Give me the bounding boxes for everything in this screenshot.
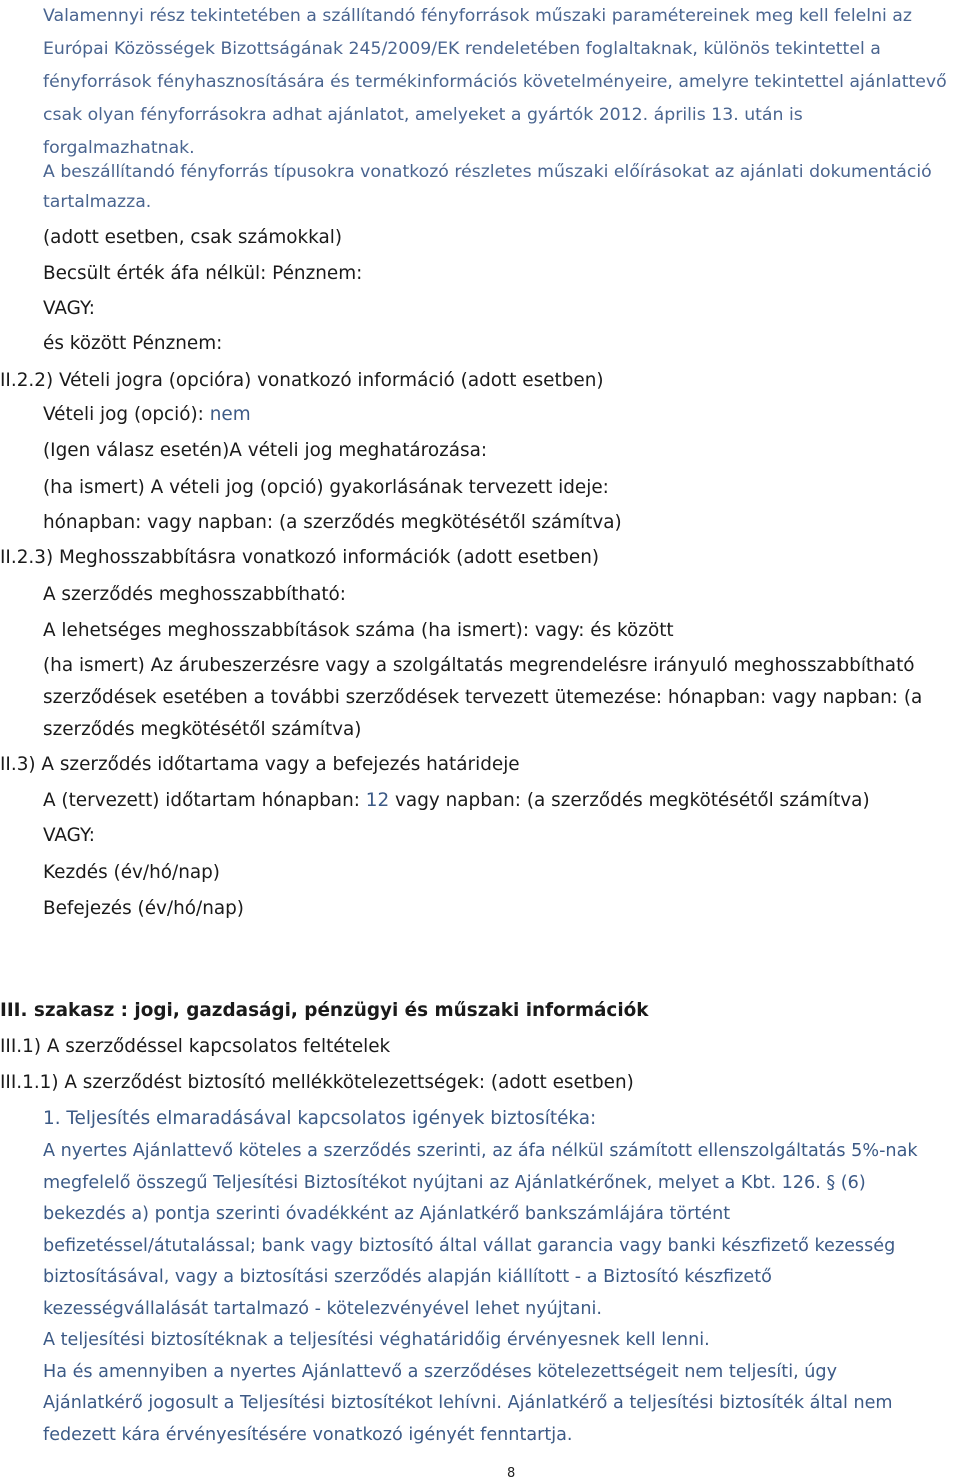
option-value: nem xyxy=(209,404,251,425)
guarantee-line: kezességvállalását tartalmazó - kötelezvényével lehet nyújtani. xyxy=(43,1298,602,1319)
renewal-schedule-line-1: (ha ismert) Az árubeszerzésre vagy a szolgáltatás megrendelésre irányuló meghosszabbítható xyxy=(43,655,915,676)
section3-sub11: III.1.1) A szerződést biztosító mellékkötelezettségek: (adott esetben) xyxy=(0,1072,634,1093)
duration-start: Kezdés (év/hó/nap) xyxy=(43,862,220,883)
section3-title: III. szakasz : jogi, gazdasági, pénzügyi és műszaki információk xyxy=(0,1000,649,1021)
renewal-schedule-line-3: szerződés megkötésétől számítva) xyxy=(43,719,362,740)
guarantee-text xyxy=(43,1136,918,1451)
section3-sub1: III.1) A szerződéssel kapcsolatos feltételek xyxy=(0,1036,391,1057)
intro-paragraph-1: Valamennyi rész tekintetében a szállítandó fényforrások műszaki paramétereinek meg kell felelni az Európai Közösségek Bizottságának 245/2009/EK rendeletében foglaltaknak, különös tekintettel a fényforrások fényhasznosítására és termékinformációs követelményeire, amelyre tekintettel ajánlattevő csak olyan fényforrásokra adhat ajánlatot, amelyeket a gyártók 2012. április 13. után is forgalmazhatnak. xyxy=(43,6,947,158)
duration-or: VAGY: xyxy=(43,825,95,846)
renewal-heading: II.2.3) Meghosszabbításra vonatkozó információk (adott esetben) xyxy=(0,547,600,568)
duration-months-value: 12 xyxy=(365,790,390,811)
duration-planned xyxy=(43,789,870,813)
guarantee-line: biztosításával, vagy a biztosítási szerződés alapján kiállított - a Biztosító készfizető xyxy=(43,1267,772,1287)
guarantee-line: Ajánlatkérő jogosult a Teljesítési biztosítékot lehívni. Ajánlatkérő a teljesítési biztosíték által nem xyxy=(43,1393,893,1413)
renewal-possible-count: A lehetséges meghosszabbítások száma (ha ismert): vagy: és között xyxy=(43,620,674,641)
estimate-between: és között Pénznem: xyxy=(43,333,223,354)
duration-heading: II.3) A szerződés időtartama vagy a befejezés határideje xyxy=(0,754,520,775)
duration-planned-suffix: vagy napban: (a szerződés megkötésétől számítva) xyxy=(395,790,870,811)
guarantee-line: Ha és amennyiben a nyertes Ajánlattevő a szerződéses kötelezettségeit nem teljesíti, úgy xyxy=(43,1361,837,1382)
guarantee-line: befizetéssel/átutalással; bank vagy biztosító által vállat garancia vagy banki készfizető kezesség xyxy=(43,1235,896,1256)
estimate-value-excl-vat: Becsült érték áfa nélkül: Pénznem: xyxy=(43,263,363,284)
option-row xyxy=(43,403,251,427)
intro-paragraph-2: A beszállítandó fényforrás típusokra vonatkozó részletes műszaki előírásokat az ajánlati dokumentáció tartalmazza. xyxy=(43,162,932,212)
options-heading: II.2.2) Vételi jogra (opcióra) vonatkozó információ (adott esetben) xyxy=(0,370,604,391)
option-months-days: hónapban: vagy napban: (a szerződés megkötésétől számítva) xyxy=(43,512,622,533)
duration-end: Befejezés (év/hó/nap) xyxy=(43,898,244,919)
guarantee-line: fedezett kára érvényesítésére vonatkozó igényét fenntartja. xyxy=(43,1424,573,1445)
guarantee-line: bekezdés a) pontja szerinti óvadékként az Ajánlatkérő bankszámlájára történt xyxy=(43,1204,731,1224)
option-if-yes: (Igen válasz esetén)A vételi jog meghatározása: xyxy=(43,440,488,461)
section3-item1-title: 1. Teljesítés elmaradásával kapcsolatos igények biztosítéka: xyxy=(43,1108,597,1129)
option-label: Vételi jog (opció): xyxy=(43,404,204,425)
option-planned-time: (ha ismert) A vételi jog (opció) gyakorlásának tervezett ideje: xyxy=(43,477,609,498)
duration-planned-prefix: A (tervezett) időtartam hónapban: xyxy=(43,790,360,811)
guarantee-line: A teljesítési biztosítéknak a teljesítési véghatáridőig érvényesnek kell lenni. xyxy=(43,1330,710,1350)
renewal-renewable: A szerződés meghosszabbítható: xyxy=(43,584,347,605)
estimate-numbers-only: (adott esetben, csak számokkal) xyxy=(43,227,343,248)
estimate-or: VAGY: xyxy=(43,298,95,319)
renewal-schedule-line-2: szerződések esetében a további szerződések tervezett ütemezése: hónapban: vagy napban: (a xyxy=(43,687,923,708)
guarantee-line: megfelelő összegű Teljesítési Biztosítékot nyújtani az Ajánlatkérőnek, melyet a Kbt. 126. § (6) xyxy=(43,1172,866,1193)
page-number: 8 xyxy=(507,1466,516,1481)
guarantee-line: A nyertes Ajánlattevő köteles a szerződés szerinti, az áfa nélkül számított ellenszolgáltatás 5%-nak xyxy=(43,1141,918,1161)
